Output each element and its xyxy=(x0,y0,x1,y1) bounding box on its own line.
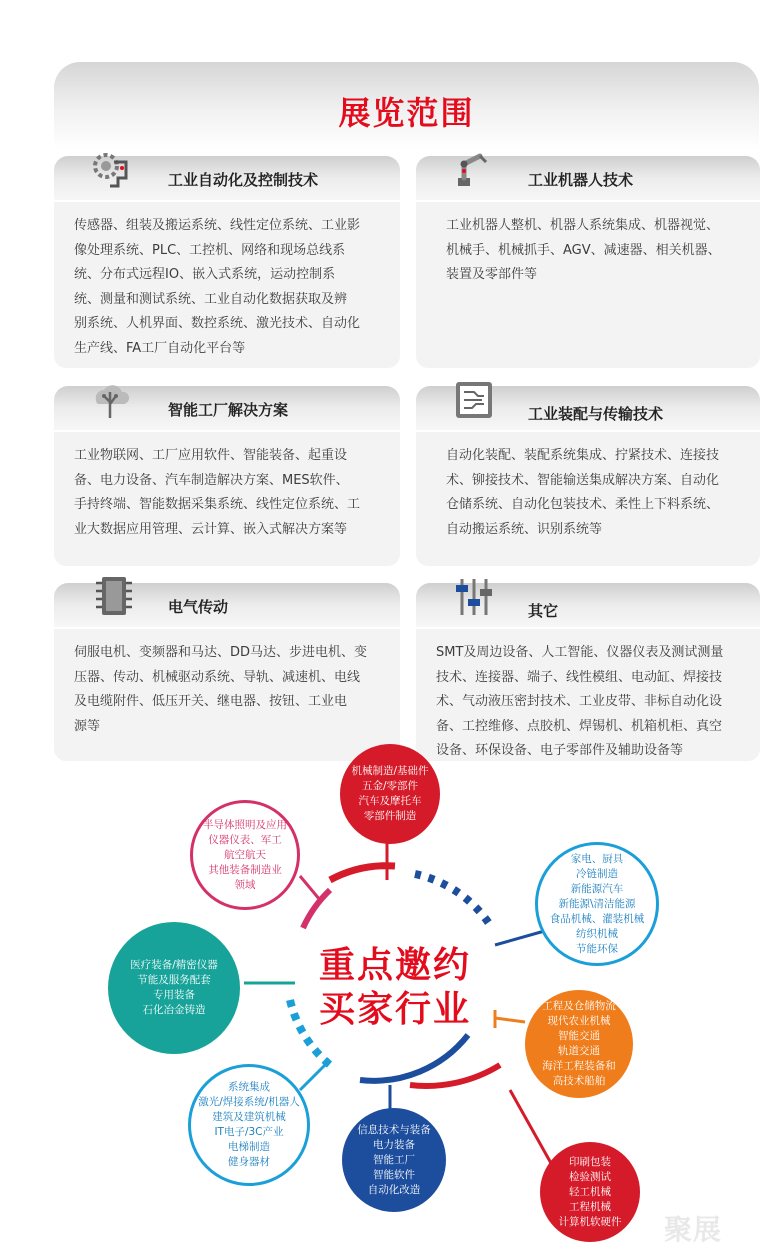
card-description: SMT及周边设备、人工智能、仪器仪表及测试测量 技术、连接器、端子、线性模组、电动缸、焊接技 术、气动液压密封技术、工业皮带、非标自动化设 备、工控维修、点胶机、焊锡机、机箱机柜、真空 设备、环保设备、电子零部件及辅助设备等 xyxy=(436,645,724,758)
card-title: 工业机器人技术 xyxy=(528,171,634,189)
card-description: 自动化装配、装配系统集成、拧紧技术、连接技 术、铆接技术、智能输送集成解决方案、自动化 仓储系统、自动化包装技术、柔性上下料系统、 自动搬运系统、识别系统等 xyxy=(446,448,720,537)
industry-bubble: 信息技术与装备 电力装备 智能工厂 智能软件 自动化改造 xyxy=(342,1108,446,1212)
industry-bubble: 印刷包装 检验测试 轻工机械 工程机械 计算机软硬件 xyxy=(540,1142,640,1242)
card-title: 电气传动 xyxy=(168,598,229,616)
industry-bubble: 半导体照明及应用 仪器仪表、军工 航空航天 其他装备制造业 领域 xyxy=(190,800,300,910)
industry-bubble: 医疗装备/精密仪器 节能及服务配套 专用装备 石化冶金铸造 xyxy=(108,922,240,1054)
watermark-logo: 聚展 xyxy=(664,1213,723,1246)
card-description: 传感器、组装及搬运系统、线性定位系统、工业影 像处理系统、PLC、工控机、网络和现场总线系 统、分布式远程IO、嵌入式系统，运动控制系 统、测量和测试系统、工业自动化数据获取及辨 别系统、人机界面、数控系统、激光技术、自动化 生产线、FA工厂自动化平台等 xyxy=(74,218,361,356)
card-description: 伺服电机、变频器和马达、DD马达、步进电机、变 压器、传动、机械驱动系统、导轨、减速机、电线 及电缆附件、低压开关、继电器、按钮、工业电 源等 xyxy=(74,645,368,734)
industry-bubble: 系统集成 激光/焊接系统/机器人 建筑及建筑机械 IT电子/3C产业 电梯制造 健身器材 xyxy=(188,1064,310,1186)
card-description: 工业机器人整机、机器人系统集成、机器视觉、 机械手、机械抓手、AGV、减速器、相关机器、 装置及零部件等 xyxy=(446,218,721,282)
industry-bubble: 工程及仓储物流 现代农业机械 智能交通 轨道交通 海洋工程装备和 高技术船舶 xyxy=(525,990,633,1098)
diagram-center-title: 重点邀约 买家行业 xyxy=(318,945,471,1030)
industry-bubble: 机械制造/基础件 五金/零部件 汽车及摩托车 零部件制造 xyxy=(340,744,440,844)
industry-bubble: 家电、厨具 冷链制造 新能源汽车 新能源\清洁能源 食品机械、灌装机械 纺织机械 节能环保 xyxy=(535,842,659,966)
page-title: 展览范围 xyxy=(338,94,475,132)
card-description: 工业物联网、工厂应用软件、智能装备、起重设 备、电力设备、汽车制造解决方案、MES软件、 手持终端、智能数据采集系统、线性定位系统、工 业大数据应用管理、云计算、嵌入式解决方案等 xyxy=(74,448,361,537)
card-title: 智能工厂解决方案 xyxy=(168,401,289,419)
card-title: 其它 xyxy=(528,602,559,620)
card-title: 工业自动化及控制技术 xyxy=(168,171,319,189)
card-title: 工业装配与传输技术 xyxy=(528,405,664,423)
